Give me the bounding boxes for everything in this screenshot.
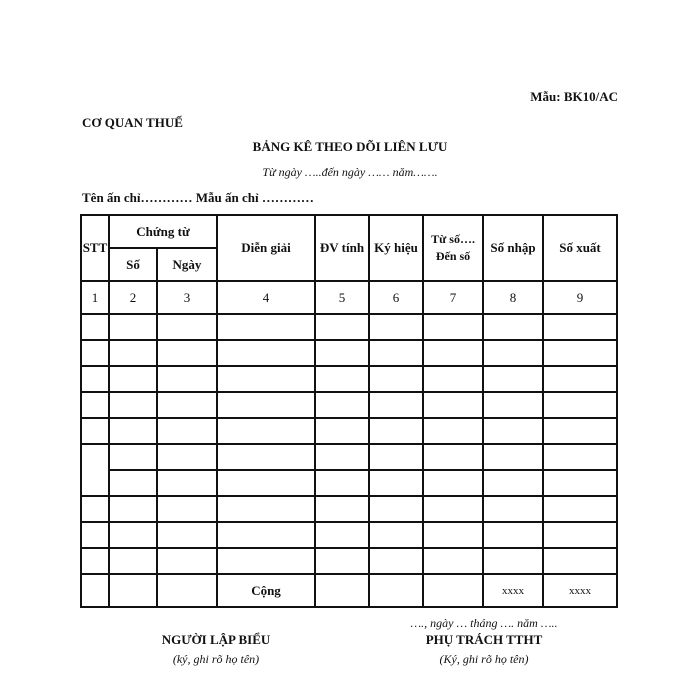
header-voucher: Chứng từ (109, 215, 217, 248)
table-row (81, 522, 617, 548)
table-row (81, 444, 617, 470)
preparer-signature-note: (ký, ghi rõ họ tên) (172, 652, 260, 666)
column-number-row (81, 281, 617, 314)
header-symbol: Ký hiệu (369, 215, 423, 281)
header-qty-in: Số nhập (483, 215, 543, 281)
preparer-title: NGƯỜI LẬP BIỂU (161, 632, 271, 647)
table-row (81, 470, 617, 496)
table-row (81, 314, 617, 340)
column-number: 9 (543, 281, 617, 314)
header-from-no: Từ số…. (431, 232, 475, 246)
column-number: 7 (423, 281, 483, 314)
table-row (81, 418, 617, 444)
table-row (81, 548, 617, 574)
date-range-line: Từ ngày …..đến ngày …… năm……. (262, 165, 438, 179)
table-row (81, 392, 617, 418)
column-number: 2 (109, 281, 157, 314)
total-qty-out: xxxx (543, 574, 617, 607)
agency-name: CƠ QUAN THUẾ (82, 115, 183, 130)
column-number: 8 (483, 281, 543, 314)
header-voucher-date: Ngày (157, 248, 217, 281)
total-row (81, 574, 617, 607)
form-code: Mẫu: BK10/AC (530, 89, 618, 104)
chief-title: PHỤ TRÁCH TTHT (425, 632, 543, 647)
header-description: Diễn giải (217, 215, 315, 281)
header-serial-range (423, 215, 483, 281)
total-qty-in: xxxx (483, 574, 543, 607)
column-number: 6 (369, 281, 423, 314)
total-label: Cộng (217, 574, 315, 607)
header-row-top (81, 215, 617, 248)
document-title: BẢNG KÊ THEO DÕI LIÊN LƯU (252, 139, 448, 154)
table-row (81, 496, 617, 522)
header-unit: ĐV tính (315, 215, 369, 281)
table-row (81, 340, 617, 366)
header-to-no: Đến số (435, 249, 471, 263)
signature-date-line: …., ngày … tháng …. năm ….. (410, 616, 558, 630)
column-number: 3 (157, 281, 217, 314)
ledger-table (80, 214, 618, 608)
column-number: 4 (217, 281, 315, 314)
header-stt: STT (81, 215, 109, 281)
form-info-line: Tên ấn chỉ………… Mẫu ấn chỉ ………… (82, 190, 314, 205)
column-number: 1 (81, 281, 109, 314)
column-number: 5 (315, 281, 369, 314)
chief-signature-note: (Ký, ghi rõ họ tên) (439, 652, 529, 666)
table-row (81, 366, 617, 392)
header-qty-out: Số xuất (543, 215, 617, 281)
header-voucher-no: Số (109, 248, 157, 281)
